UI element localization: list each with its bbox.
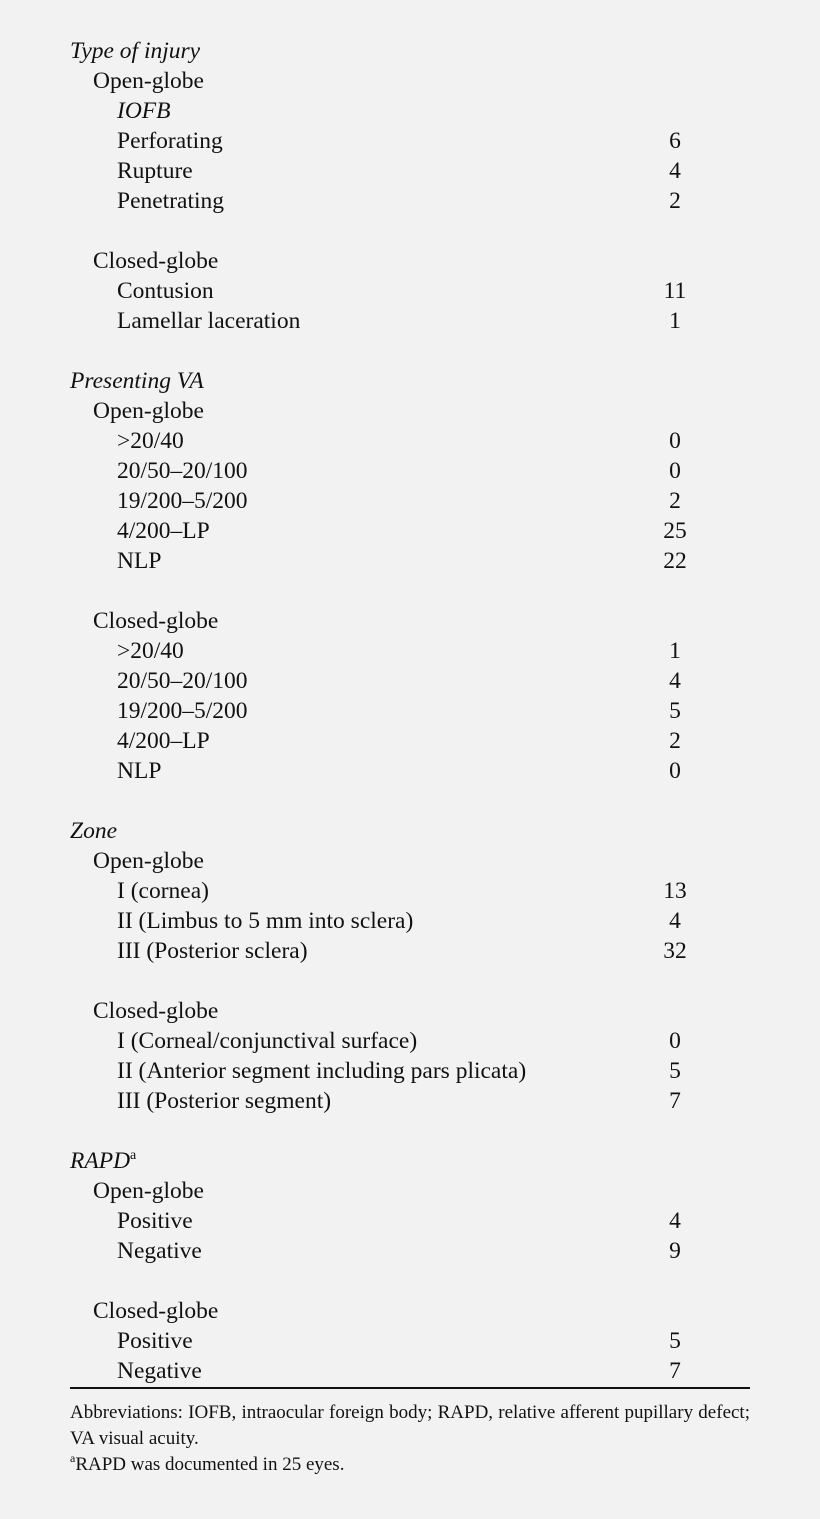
- row-spacer: [0, 216, 820, 246]
- group-name: Open-globe: [93, 848, 204, 874]
- row-value: 9: [669, 1238, 681, 1264]
- row-label: Positive: [117, 1328, 193, 1354]
- section-title: Zone: [70, 818, 117, 844]
- table-row: [0, 906, 820, 936]
- group-name: Closed-globe: [93, 248, 219, 274]
- group-name: Open-globe: [93, 1178, 204, 1204]
- table-row: [0, 516, 820, 546]
- table-row: [0, 546, 820, 576]
- table-row: [0, 1206, 820, 1236]
- table-row: [0, 1236, 820, 1266]
- table-row: [0, 1026, 820, 1056]
- row-value: 0: [669, 428, 681, 454]
- row-spacer: [0, 786, 820, 816]
- table-row: [0, 126, 820, 156]
- section-header-row: [0, 36, 820, 66]
- row-value: 13: [663, 878, 687, 904]
- group-header-row: [0, 996, 820, 1026]
- table-row: [0, 936, 820, 966]
- row-value: 4: [669, 668, 681, 694]
- row-label: III (Posterior segment): [117, 1088, 332, 1114]
- section-title: Type of injury: [70, 38, 201, 64]
- row-label: Contusion: [117, 278, 214, 304]
- row-value: 4: [669, 158, 681, 184]
- row-label: >20/40: [117, 428, 184, 454]
- table-row: [0, 1356, 820, 1386]
- row-value: 32: [663, 938, 687, 964]
- table-row: [0, 1056, 820, 1086]
- subheading-row: [0, 96, 820, 126]
- row-label: 4/200–LP: [117, 728, 210, 754]
- row-label: NLP: [117, 548, 162, 574]
- group-header-row: [0, 246, 820, 276]
- row-label: I (Corneal/conjunctival surface): [117, 1028, 418, 1054]
- table-row: [0, 1326, 820, 1356]
- row-spacer: [0, 966, 820, 996]
- footnote-marker: a: [70, 1451, 76, 1465]
- table-row: [0, 666, 820, 696]
- row-label: 20/50–20/100: [117, 668, 248, 694]
- rapd-note: [70, 1452, 750, 1478]
- row-value: 2: [669, 728, 681, 754]
- table-row: [0, 876, 820, 906]
- group-name: Open-globe: [93, 68, 204, 94]
- row-value: 4: [669, 1208, 681, 1234]
- group-header-row: [0, 1296, 820, 1326]
- section-title: RAPD: [70, 1148, 131, 1174]
- rapd-note-text: RAPD was documented in 25 eyes.: [75, 1454, 345, 1475]
- group-header-row: [0, 396, 820, 426]
- row-spacer: [0, 336, 820, 366]
- section-header-row: [0, 1146, 820, 1176]
- row-label: 19/200–5/200: [117, 698, 248, 724]
- table-row: [0, 156, 820, 186]
- section-title: Presenting VA: [70, 368, 204, 394]
- group-header-row: [0, 846, 820, 876]
- row-label: Penetrating: [117, 188, 225, 214]
- row-value: 0: [669, 1028, 681, 1054]
- row-label: >20/40: [117, 638, 184, 664]
- row-spacer: [0, 1116, 820, 1146]
- row-label: Negative: [117, 1358, 202, 1384]
- row-spacer: [0, 576, 820, 606]
- row-label: NLP: [117, 758, 162, 784]
- abbreviations-note: Abbreviations: IOFB, intraocular foreign body; RAPD, relative afferent pupillary defect; VA visual acuity.: [70, 1402, 750, 1449]
- row-label: Negative: [117, 1238, 202, 1264]
- table-footnote: [70, 1400, 750, 1478]
- table-bottom-rule: [70, 1387, 750, 1389]
- table-row: [0, 636, 820, 666]
- row-label: 20/50–20/100: [117, 458, 248, 484]
- row-label: 19/200–5/200: [117, 488, 248, 514]
- row-label: III (Posterior sclera): [117, 938, 308, 964]
- table-row: [0, 426, 820, 456]
- section-title-footnote-marker: a: [130, 1148, 137, 1163]
- table-row: [0, 756, 820, 786]
- row-value: 2: [669, 488, 681, 514]
- row-value: 1: [669, 638, 681, 664]
- table-row: [0, 726, 820, 756]
- group-subheading: IOFB: [117, 98, 171, 124]
- table-row: [0, 486, 820, 516]
- table-row: [0, 186, 820, 216]
- row-value: 0: [669, 758, 681, 784]
- row-label: Positive: [117, 1208, 193, 1234]
- row-spacer: [0, 1266, 820, 1296]
- group-name: Closed-globe: [93, 998, 219, 1024]
- row-label: Rupture: [117, 158, 193, 184]
- table-row: [0, 1086, 820, 1116]
- row-label: II (Anterior segment including pars plicata): [117, 1058, 527, 1084]
- group-name: Open-globe: [93, 398, 204, 424]
- table-row: [0, 276, 820, 306]
- row-label: I (cornea): [117, 878, 209, 904]
- table-row: [0, 306, 820, 336]
- group-header-row: [0, 1176, 820, 1206]
- group-header-row: [0, 606, 820, 636]
- row-label: II (Limbus to 5 mm into sclera): [117, 908, 414, 934]
- table-row: [0, 456, 820, 486]
- row-value: 2: [669, 188, 681, 214]
- row-value: 11: [663, 278, 687, 304]
- row-label: 4/200–LP: [117, 518, 210, 544]
- section-title-wrap: [70, 1146, 136, 1176]
- group-header-row: [0, 66, 820, 96]
- row-value: 22: [663, 548, 687, 574]
- injury-characteristics-table: [0, 36, 820, 1416]
- row-value: 1: [669, 308, 681, 334]
- row-value: 7: [669, 1088, 681, 1114]
- group-name: Closed-globe: [93, 608, 219, 634]
- section-header-row: [0, 816, 820, 846]
- row-value: 6: [669, 128, 681, 154]
- row-value: 5: [669, 1058, 681, 1084]
- row-value: 4: [669, 908, 681, 934]
- row-value: 25: [663, 518, 687, 544]
- row-label: Lamellar laceration: [117, 308, 301, 334]
- row-value: 5: [669, 1328, 681, 1354]
- row-label: Perforating: [117, 128, 223, 154]
- row-value: 7: [669, 1358, 681, 1384]
- table-row: [0, 696, 820, 726]
- row-value: 0: [669, 458, 681, 484]
- section-header-row: [0, 366, 820, 396]
- group-name: Closed-globe: [93, 1298, 219, 1324]
- row-value: 5: [669, 698, 681, 724]
